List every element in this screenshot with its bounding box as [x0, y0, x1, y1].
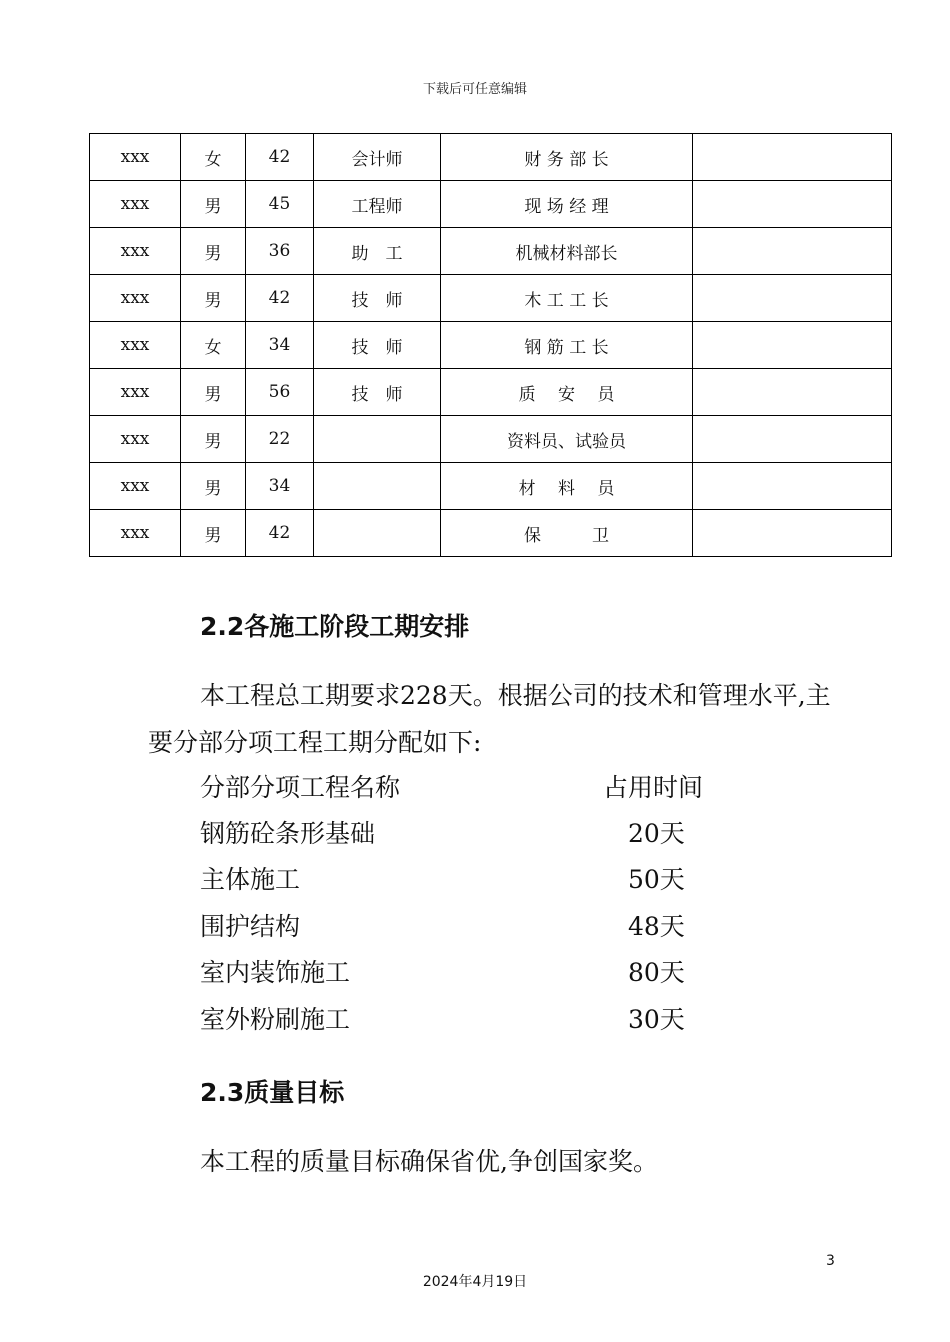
schedule-item-duration: 48天: [628, 912, 685, 941]
schedule-header-row: [200, 765, 720, 811]
quality-goal-paragraph: 本工程的质量目标确保省优,争创国家奖。: [200, 1147, 658, 1176]
table-row: [90, 510, 892, 557]
staff-age-cell: 42: [246, 510, 314, 557]
staff-name-cell: xxx: [90, 228, 181, 275]
schedule-item-name: 围护结构: [200, 912, 301, 941]
staff-note-cell: [693, 369, 892, 416]
staff-gender-cell: 女: [181, 322, 246, 369]
staff-position-cell: 财 务 部 长: [441, 134, 693, 181]
staff-name-cell: xxx: [90, 416, 181, 463]
staff-gender-cell: 男: [181, 181, 246, 228]
staff-title-cell: [314, 510, 441, 557]
table-row: [90, 463, 892, 510]
schedule-item-duration: 20天: [628, 819, 685, 848]
staff-gender-cell: 男: [181, 228, 246, 275]
schedule-header-name: 分部分项工程名称: [200, 773, 401, 802]
schedule-item-name: 钢筋砼条形基础: [200, 819, 376, 848]
staff-age-cell: 22: [246, 416, 314, 463]
staff-age-cell: 45: [246, 181, 314, 228]
schedule-row: [200, 904, 720, 950]
staff-position-cell: 钢 筋 工 长: [441, 322, 693, 369]
staff-title-cell: 技 师: [314, 369, 441, 416]
schedule-row: [200, 997, 720, 1043]
staff-name-cell: xxx: [90, 322, 181, 369]
schedule-item-name: 室外粉刷施工: [200, 1005, 351, 1034]
schedule-item-duration: 50天: [628, 865, 685, 894]
table-row: [90, 275, 892, 322]
staff-table: [89, 133, 892, 557]
schedule-intro-paragraph: 本工程总工期要求228天。根据公司的技术和管理水平,主要分部分项工程工期分配如下:: [148, 681, 831, 757]
staff-position-cell: 质 安 员: [441, 369, 693, 416]
staff-title-cell: [314, 463, 441, 510]
staff-note-cell: [693, 416, 892, 463]
staff-title-cell: 工程师: [314, 181, 441, 228]
staff-title-cell: 助 工: [314, 228, 441, 275]
staff-position-cell: 机械材料部长: [441, 228, 693, 275]
staff-note-cell: [693, 134, 892, 181]
table-row: [90, 181, 892, 228]
staff-note-cell: [693, 510, 892, 557]
staff-gender-cell: 男: [181, 369, 246, 416]
staff-name-cell: xxx: [90, 275, 181, 322]
staff-position-cell: 现 场 经 理: [441, 181, 693, 228]
staff-name-cell: xxx: [90, 134, 181, 181]
staff-age-cell: 56: [246, 369, 314, 416]
table-row: [90, 369, 892, 416]
page-number: 3: [826, 1253, 835, 1269]
staff-title-cell: 技 师: [314, 322, 441, 369]
staff-note-cell: [693, 228, 892, 275]
staff-title-cell: 会计师: [314, 134, 441, 181]
staff-position-cell: 木 工 工 长: [441, 275, 693, 322]
staff-note-cell: [693, 322, 892, 369]
staff-name-cell: xxx: [90, 181, 181, 228]
staff-gender-cell: 男: [181, 416, 246, 463]
staff-name-cell: xxx: [90, 463, 181, 510]
schedule-item-duration: 30天: [628, 1005, 685, 1034]
staff-gender-cell: 男: [181, 510, 246, 557]
footer-date: 2024年4月19日: [422, 1274, 528, 1290]
staff-title-cell: [314, 416, 441, 463]
staff-name-cell: xxx: [90, 510, 181, 557]
schedule-row: [200, 950, 720, 996]
schedule-item-name: 主体施工: [200, 865, 301, 894]
schedule-item-duration: 80天: [628, 958, 685, 987]
page-header: 下载后可任意编辑: [422, 82, 527, 97]
staff-name-cell: xxx: [90, 369, 181, 416]
staff-position-cell: 材 料 员: [441, 463, 693, 510]
staff-position-cell: 保 卫: [441, 510, 693, 557]
schedule-item-name: 室内装饰施工: [200, 958, 351, 987]
staff-age-cell: 34: [246, 322, 314, 369]
table-row: [90, 416, 892, 463]
section-title-2-3: 2.3质量目标: [200, 1078, 345, 1107]
staff-note-cell: [693, 463, 892, 510]
table-row: [90, 228, 892, 275]
staff-gender-cell: 女: [181, 134, 246, 181]
table-row: [90, 134, 892, 181]
schedule-header-duration: 占用时间: [603, 773, 704, 802]
staff-age-cell: 42: [246, 275, 314, 322]
staff-position-cell: 资料员、试验员: [441, 416, 693, 463]
staff-gender-cell: 男: [181, 275, 246, 322]
staff-note-cell: [693, 275, 892, 322]
staff-title-cell: 技 师: [314, 275, 441, 322]
staff-age-cell: 42: [246, 134, 314, 181]
section-title-2-2: 2.2各施工阶段工期安排: [200, 612, 470, 641]
schedule-row: [200, 811, 720, 857]
schedule-row: [200, 857, 720, 903]
staff-gender-cell: 男: [181, 463, 246, 510]
staff-age-cell: 34: [246, 463, 314, 510]
staff-note-cell: [693, 181, 892, 228]
table-row: [90, 322, 892, 369]
staff-age-cell: 36: [246, 228, 314, 275]
